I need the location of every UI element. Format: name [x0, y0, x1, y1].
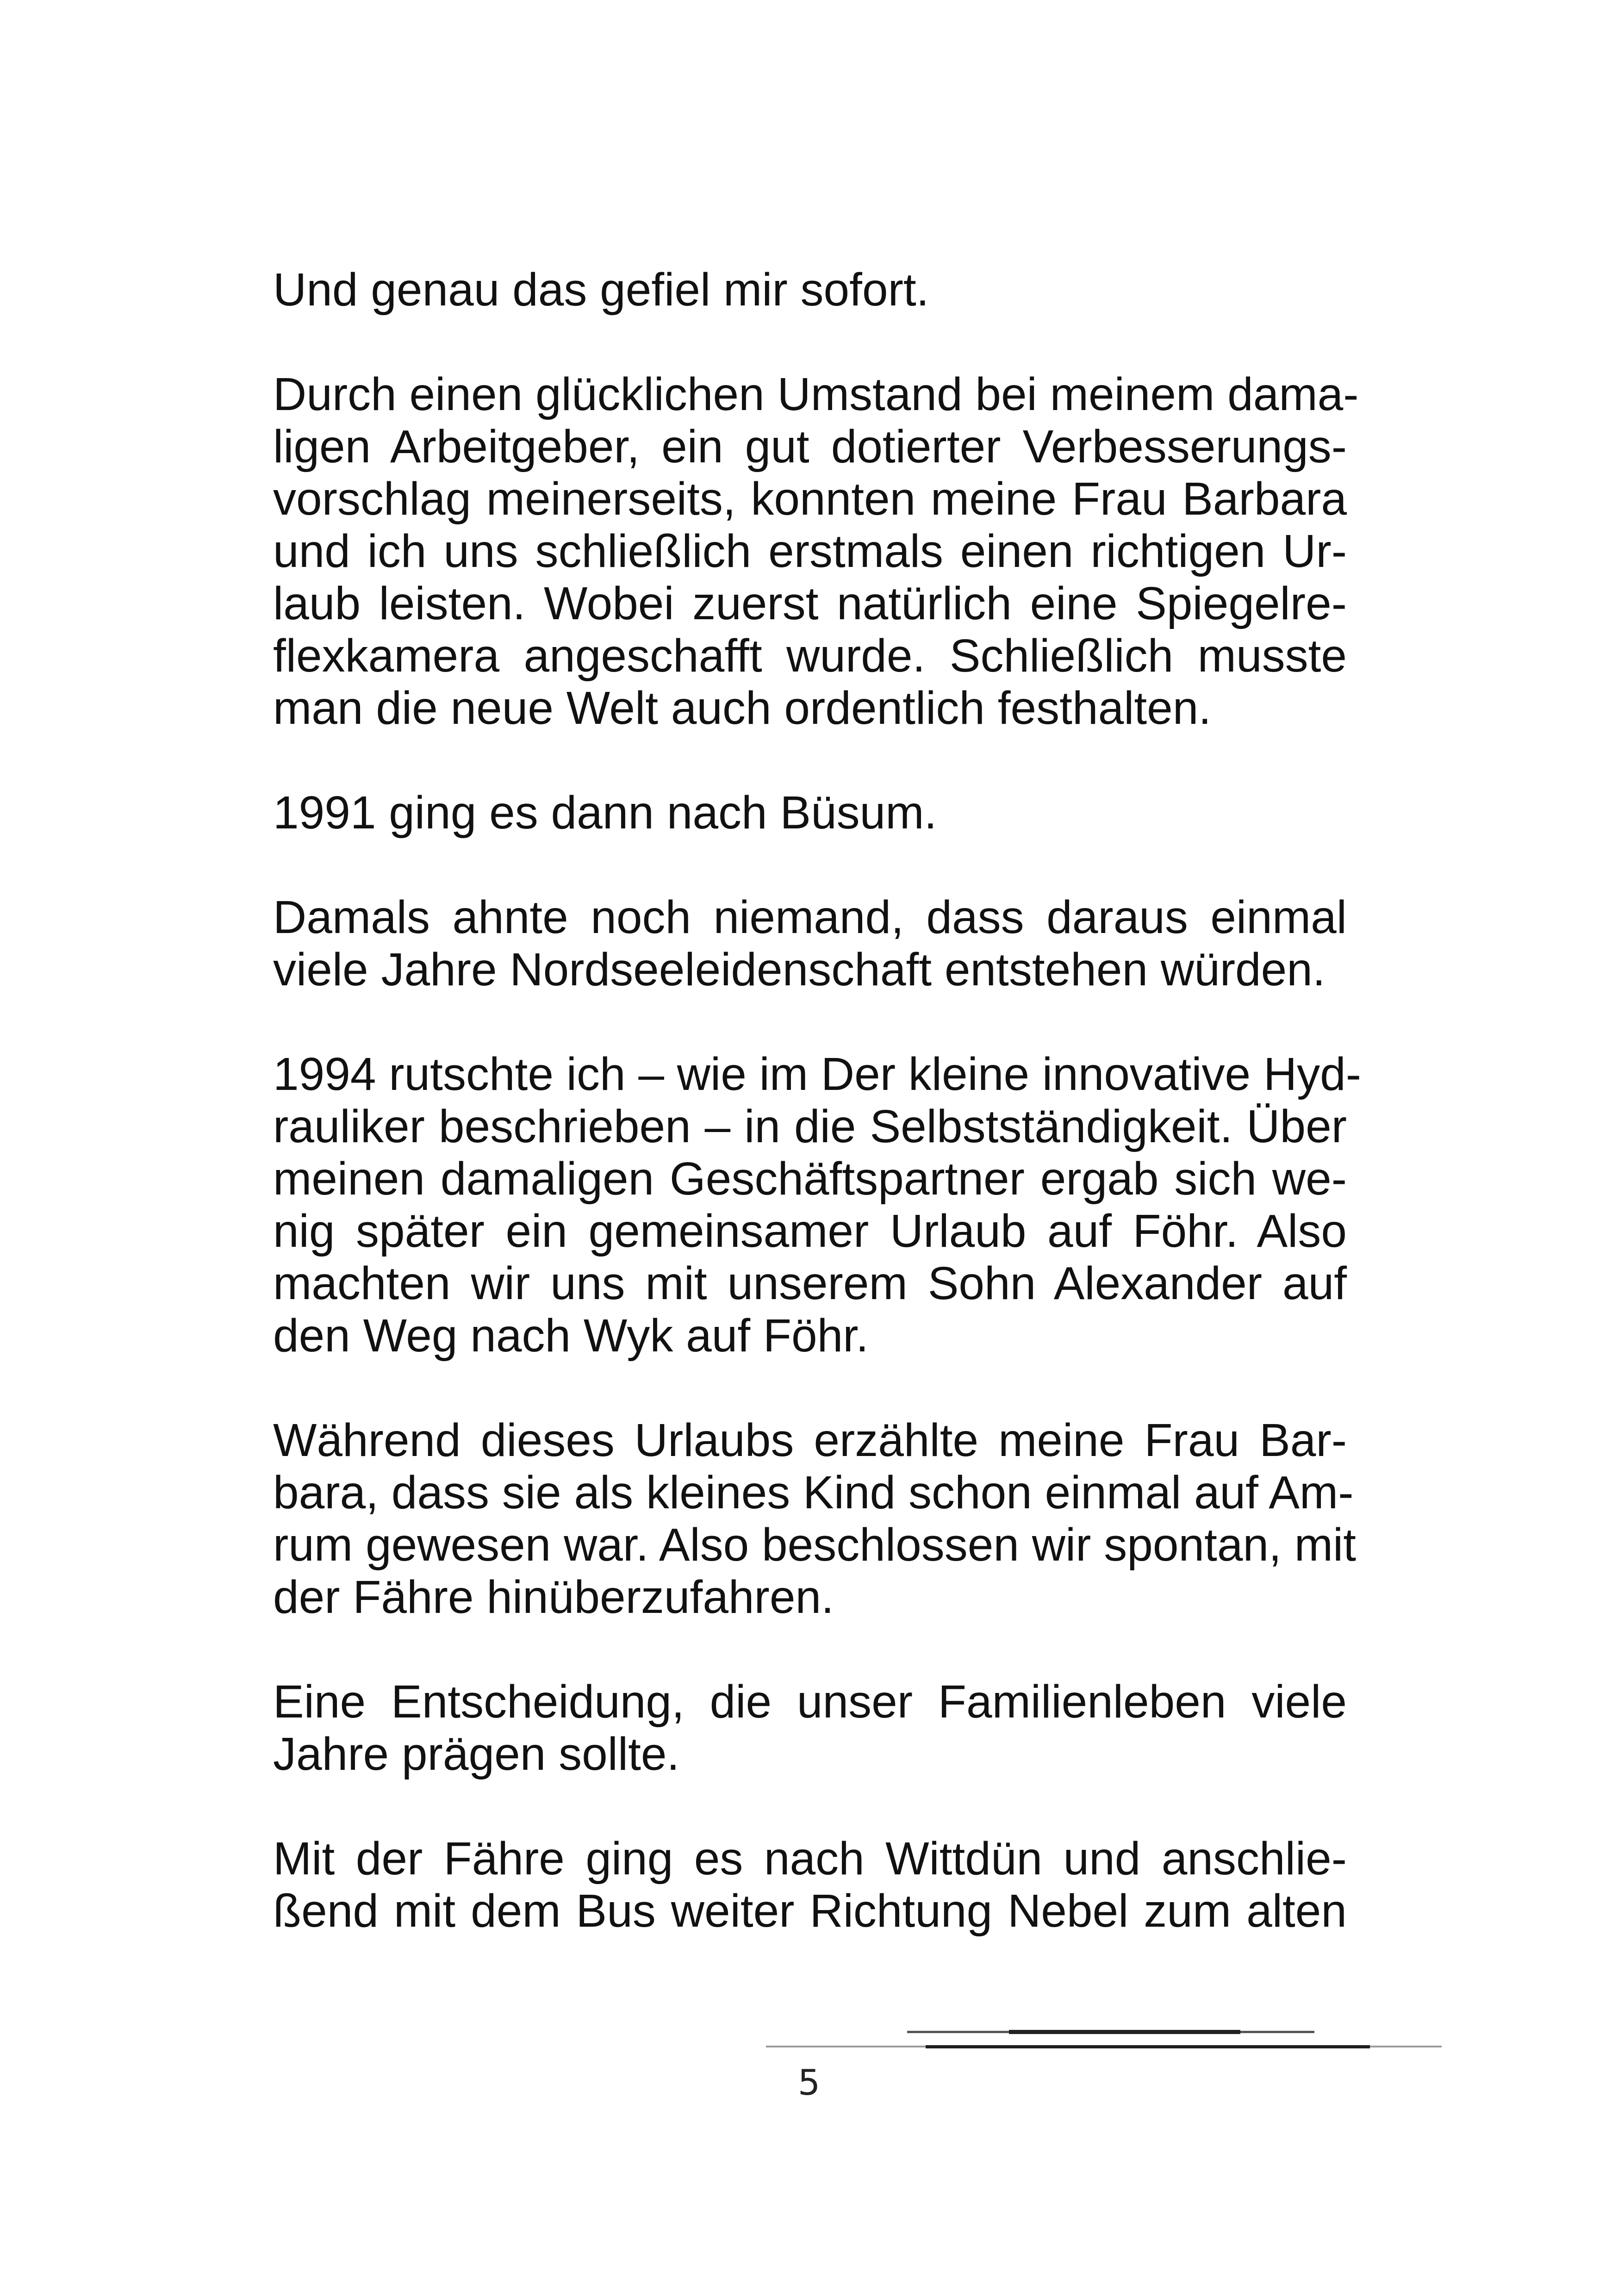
text-line: Während dieses Urlaubs erzählte meine Frau Bar-: [273, 1414, 1347, 1466]
paragraph: [273, 264, 1347, 316]
paragraph: [273, 1676, 1347, 1780]
text-line: den Weg nach Wyk auf Föhr.: [273, 1310, 869, 1362]
text-line: rauliker beschrieben – in die Selbstständigkeit. Über: [273, 1101, 1347, 1152]
text-line: machten wir uns mit unserem Sohn Alexander auf: [273, 1257, 1347, 1309]
paragraph-gap: [273, 839, 1347, 891]
text-line: flexkamera angeschafft wurde. Schließlich musste: [273, 630, 1347, 682]
text-line: meinen damaligen Geschäftspartner ergab sich we-: [273, 1153, 1347, 1205]
text-line: Und genau das gefiel mir sofort.: [273, 264, 929, 316]
footer-rule-bottom-heavy: [926, 2045, 1370, 2048]
text-line: viele Jahre Nordseeleidenschaft entstehen würden.: [273, 944, 1326, 996]
text-line: und ich uns schließlich erstmals einen richtigen Ur-: [273, 525, 1347, 577]
text-line: der Fähre hinüberzufahren.: [273, 1571, 834, 1623]
paragraph: [273, 1833, 1347, 1937]
paragraph: [273, 1048, 1362, 1362]
paragraph-gap: [273, 734, 1347, 787]
footer-rule-top-heavy: [1009, 2030, 1240, 2034]
text-line: Mit der Fähre ging es nach Wittdün und anschlie-: [273, 1833, 1347, 1885]
page-number: 5: [797, 2062, 821, 2103]
paragraph: [273, 891, 1347, 996]
text-line: Eine Entscheidung, die unser Familienleben viele: [273, 1676, 1347, 1728]
text-line: 1991 ging es dann nach Büsum.: [273, 787, 937, 839]
paragraph-gap: [273, 996, 1347, 1048]
text-line: bara, dass sie als kleines Kind schon einmal auf Am-: [273, 1467, 1354, 1518]
text-line: ligen Arbeitgeber, ein gut dotierter Verbesserungs-: [273, 421, 1347, 473]
paragraph: [273, 787, 1347, 839]
paragraph: [273, 1414, 1356, 1624]
text-line: Durch einen glücklichen Umstand bei meinem dama-: [273, 368, 1359, 420]
text-line: 1994 rutschte ich – wie im Der kleine innovative Hyd-: [273, 1048, 1362, 1100]
paragraph-gap: [273, 1780, 1347, 1833]
text-line: Damals ahnte noch niemand, dass daraus einmal: [273, 891, 1347, 943]
text-line: nig später ein gemeinsamer Urlaub auf Föhr. Also: [273, 1205, 1347, 1257]
paragraph: [273, 368, 1359, 734]
paragraph-gap: [273, 1624, 1347, 1676]
body-text: [273, 264, 1362, 1937]
paragraph-gap: [273, 316, 1347, 368]
text-line: ßend mit dem Bus weiter Richtung Nebel zum alten: [273, 1885, 1347, 1937]
text-line: laub leisten. Wobei zuerst natürlich eine Spiegelre-: [273, 578, 1347, 629]
paragraph-gap: [273, 1362, 1347, 1414]
text-line: man die neue Welt auch ordentlich festhalten.: [273, 682, 1212, 734]
text-line: vorschlag meinerseits, konnten meine Frau Barbara: [273, 473, 1347, 525]
text-line: rum gewesen war. Also beschlossen wir spontan, mit: [273, 1519, 1356, 1571]
text-line: Jahre prägen sollte.: [273, 1728, 680, 1780]
